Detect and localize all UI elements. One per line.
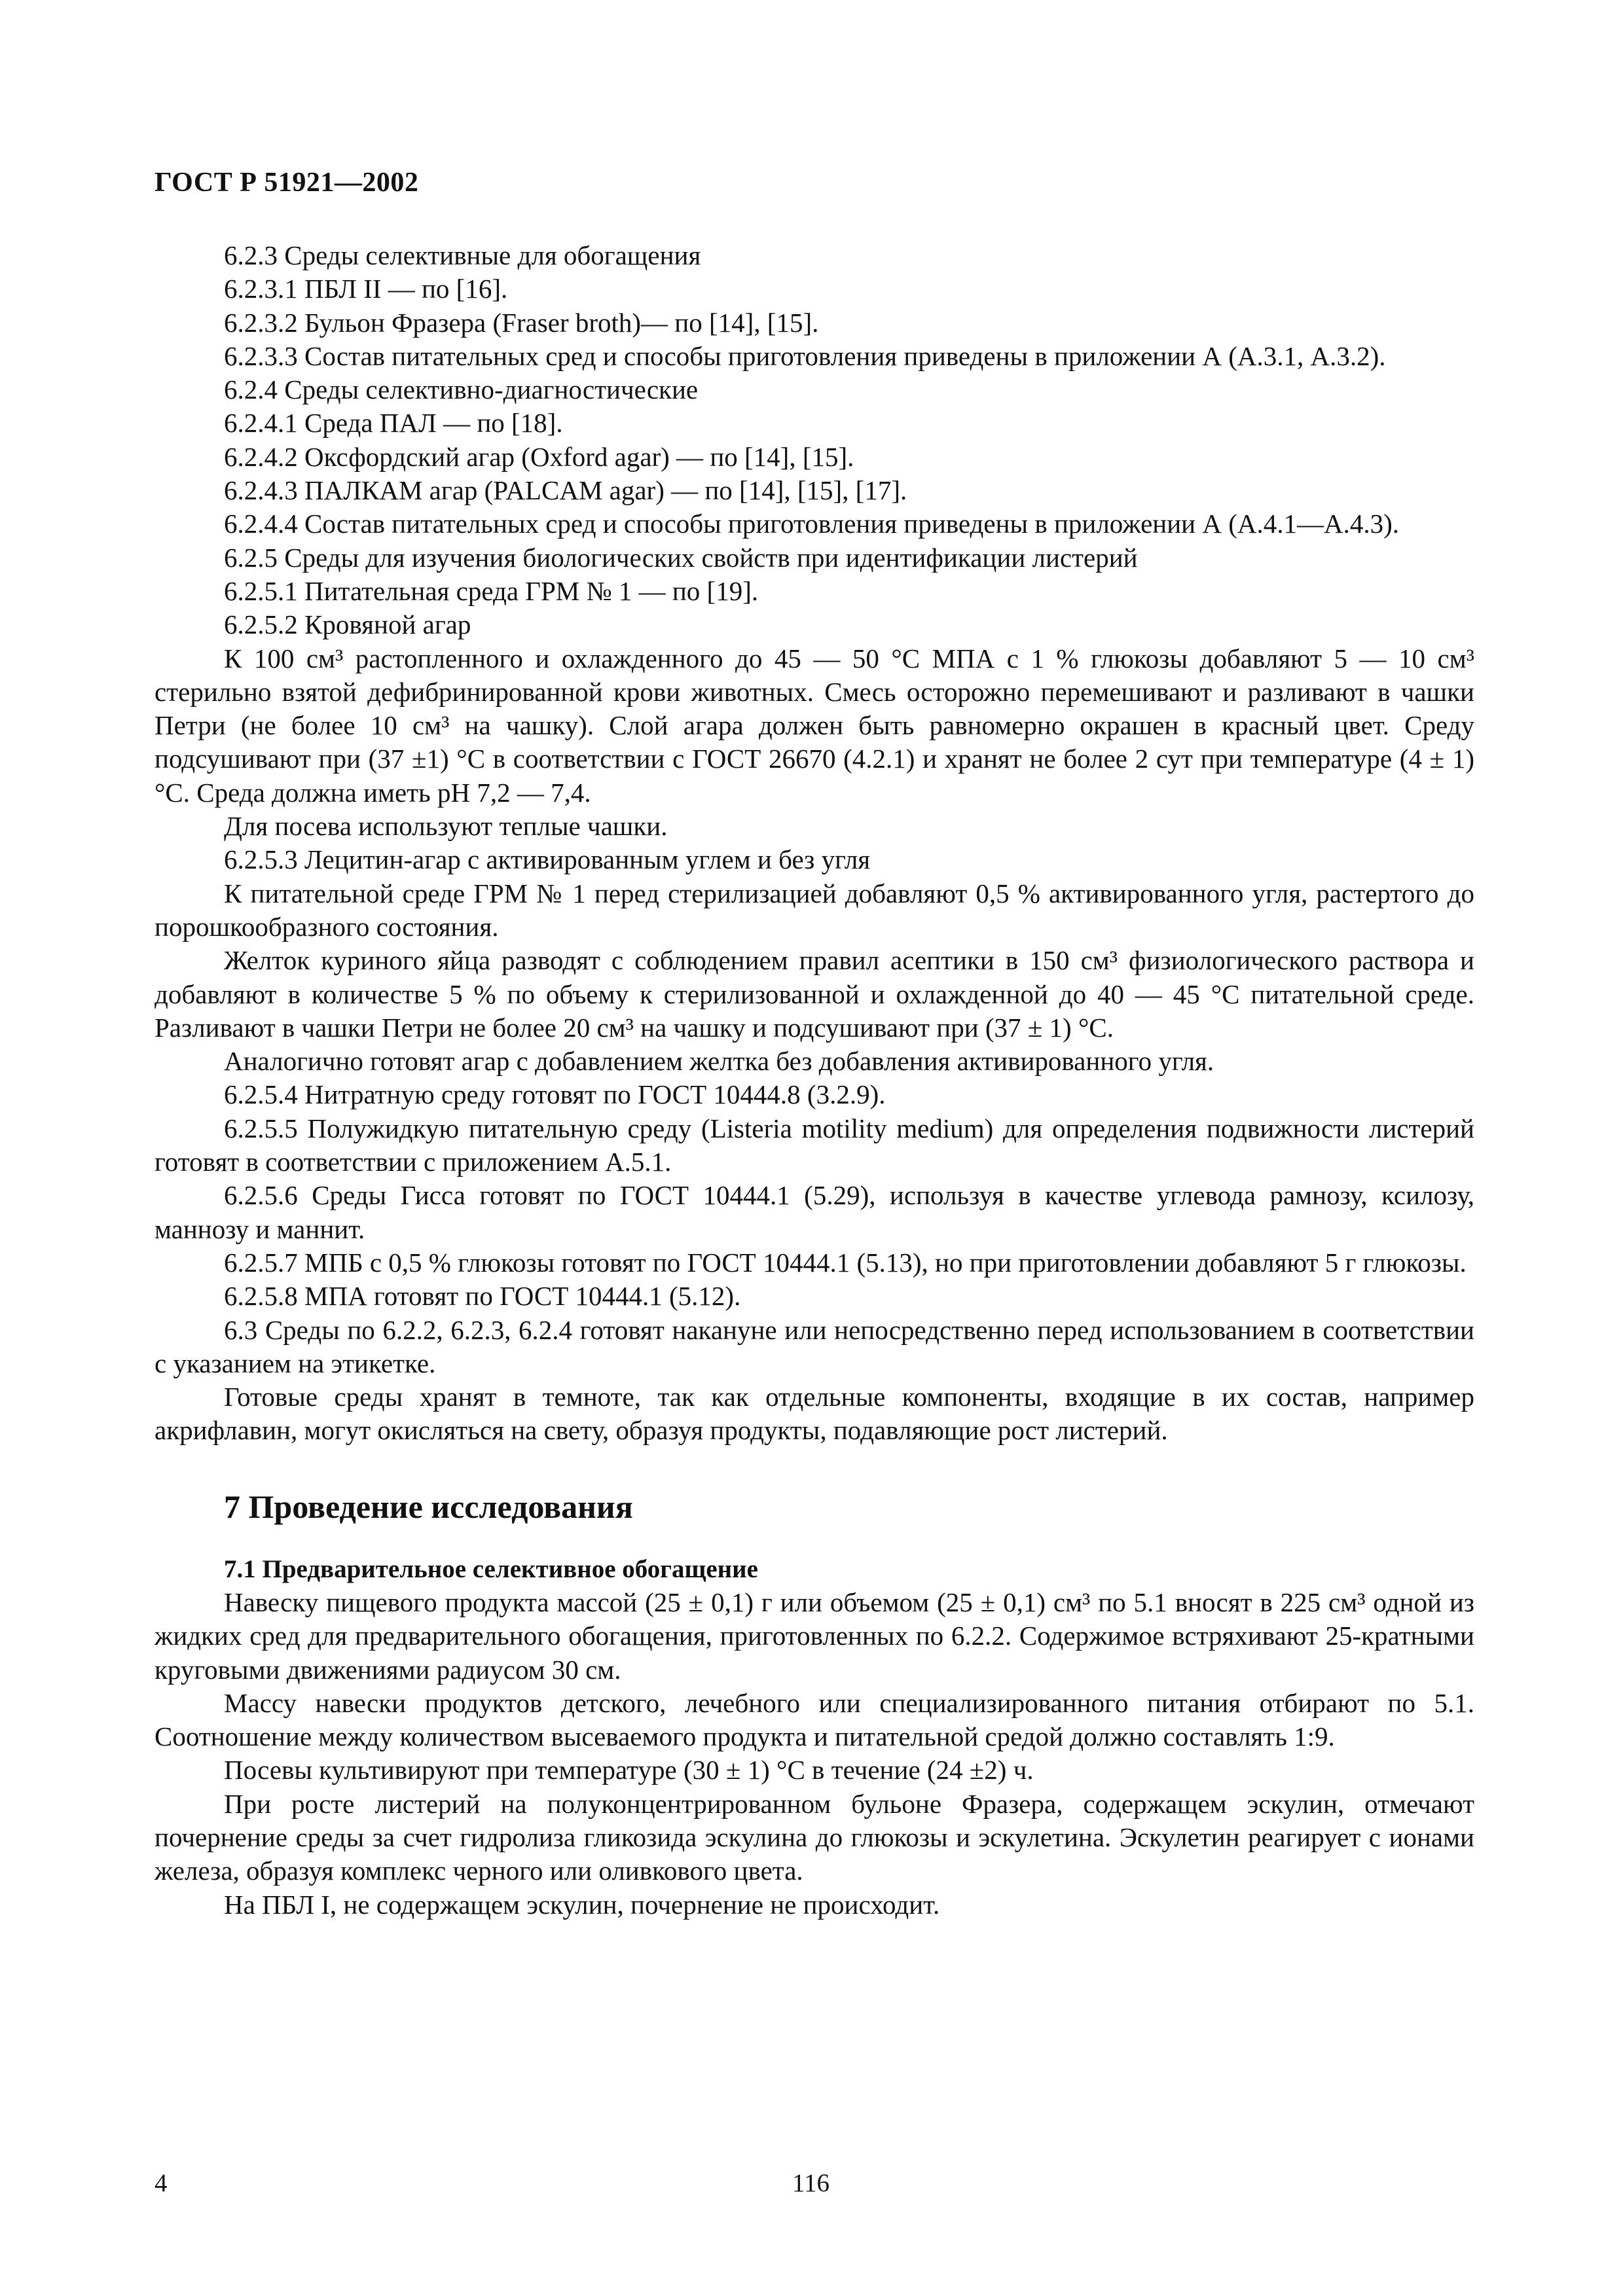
paragraph: 6.2.5.3 Лецитин-агар с активированным углем и без угля: [224, 844, 871, 875]
paragraph: На ПБЛ I, не содержащем эскулин, почернение не происходит.: [224, 1889, 940, 1920]
paragraph: 6.2.5.7 МПБ с 0,5 % глюкозы готовят по ГОСТ 10444.1 (5.13), но при приготовлении добавляют 5 г глюкозы.: [224, 1247, 1467, 1278]
paragraph: 6.3 Среды по 6.2.2, 6.2.3, 6.2.4 готовят накануне или непосредственно перед использованием в соответствии с указанием на этикетке.: [155, 1314, 1474, 1378]
paragraph: 6.2.4.4 Состав питательных сред и способы приготовления приведены в приложении А (А.4.1—А.4.3).: [224, 509, 1399, 539]
paragraph: Посевы культивируют при температуре (30 ± 1) °С в течение (24 ±2) ч.: [224, 1755, 1034, 1785]
paragraph: Желток куриного яйца разводят с соблюдением правил асептики в 150 см³ физиологического раствора и добавляют в количестве 5 % по объему к стерилизованной и охлажденной до 40 — 45 °С питательной среде. Разливают в чашки Петри не более 20 см³ на чашку и подсушивают при (37 ± 1) °С.: [155, 945, 1474, 1043]
sheet-number: 116: [792, 2169, 830, 2197]
paragraph: 6.2.4.1 Среда ПАЛ — по [18].: [224, 408, 563, 439]
document-body: [155, 239, 1474, 1922]
paragraph: 6.2.5.2 Кровяной агар: [224, 609, 471, 640]
paragraph: Навеску пищевого продукта массой (25 ± 0,1) г или объемом (25 ± 0,1) см³ по 5.1 вносят в 225 см³ одной из жидких сред для предварительного обогащения, приготовленных по 6.2.2. Содержимое встряхивают 25-кратными круговыми движениями радиусом 30 см.: [155, 1587, 1474, 1685]
paragraph: 6.2.3.2 Бульон Фразера (Fraser broth)— по [14], [15].: [224, 307, 819, 338]
paragraph: 6.2.3.3 Состав питательных сред и способы приготовления приведены в приложении А (А.3.1, А.3.2).: [224, 340, 1386, 371]
paragraph: 6.2.4.2 Оксфордский агар (Oxford agar) — по [14], [15].: [224, 441, 854, 472]
paragraph: 6.2.5.6 Среды Гисса готовят по ГОСТ 10444.1 (5.29), используя в качестве углевода рамнозу, ксилозу, маннозу и маннит.: [155, 1180, 1474, 1244]
standard-code-header: ГОСТ Р 51921—2002: [155, 168, 419, 198]
subsection-heading: 7.1 Предварительное селективное обогащение: [224, 1554, 758, 1583]
paragraph: 6.2.4 Среды селективно-диагностические: [224, 374, 699, 405]
paragraph: Готовые среды хранят в темноте, так как отдельные компоненты, входящие в их состав, например акрифлавин, могут окисляться на свету, образуя продукты, подавляющие рост листерий.: [155, 1382, 1474, 1446]
paragraph: К питательной среде ГРМ № 1 перед стерилизацией добавляют 0,5 % активированного угля, растертого до порошкообразного состояния.: [155, 878, 1474, 942]
section-heading: 7 Проведение исследования: [224, 1488, 633, 1525]
paragraph: Массу навески продуктов детского, лечебного или специализированного питания отбирают по 5.1. Соотношение между количеством высеваемого продукта и питательной средой должно составлять 1:9.: [155, 1687, 1474, 1752]
paragraph: Для посева используют теплые чашки.: [224, 811, 668, 842]
paragraph: При росте листерий на полуконцентрированном бульоне Фразера, содержащем эскулин, отмечают почернение среды за счет гидролиза гликозида эскулина до глюкозы и эскулетина. Эскулетин реагирует с ионами железа, образуя комплекс черного или оливкового цвета.: [155, 1788, 1474, 1886]
paragraph: 6.2.3 Среды селективные для обогащения: [224, 240, 701, 270]
paragraph: Аналогично готовят агар с добавлением желтка без добавления активированного угля.: [224, 1046, 1214, 1077]
paragraph: 6.2.5.1 Питательная среда ГРМ № 1 — по [19].: [224, 575, 759, 606]
paragraph: К 100 см³ растопленного и охлажденного до 45 — 50 °С МПА с 1 % глюкозы добавляют 5 — 10 см³ стерильно взятой дефибринированной крови животных. Смесь осторожно перемешивают и разливают в чашки Петри (не более 10 см³ на чашку). Слой агара должен быть равномерно окрашен в красный цвет. Среду подсушивают при (37 ±1) °С в соответствии с ГОСТ 26670 (4.2.1) и хранят не более 2 сут при температуре (4 ± 1) °С. Среда должна иметь рН 7,2 — 7,4.: [155, 643, 1474, 808]
paragraph: 6.2.5.5 Полужидкую питательную среду (Listeria motility medium) для определения подвижности листерий готовят в соответствии с приложением А.5.1.: [155, 1113, 1474, 1177]
page-number: 4: [155, 2169, 168, 2197]
paragraph: 6.2.3.1 ПБЛ II — по [16].: [224, 274, 508, 304]
paragraph: 6.2.5.8 МПА готовят по ГОСТ 10444.1 (5.12).: [224, 1281, 741, 1312]
paragraph: 6.2.4.3 ПАЛКАМ агар (PALCAM agar) — по [14], [15], [17].: [224, 475, 907, 506]
paragraph: 6.2.5 Среды для изучения биологических свойств при идентификации листерий: [224, 542, 1138, 573]
paragraph: 6.2.5.4 Нитратную среду готовят по ГОСТ 10444.8 (3.2.9).: [224, 1079, 886, 1110]
